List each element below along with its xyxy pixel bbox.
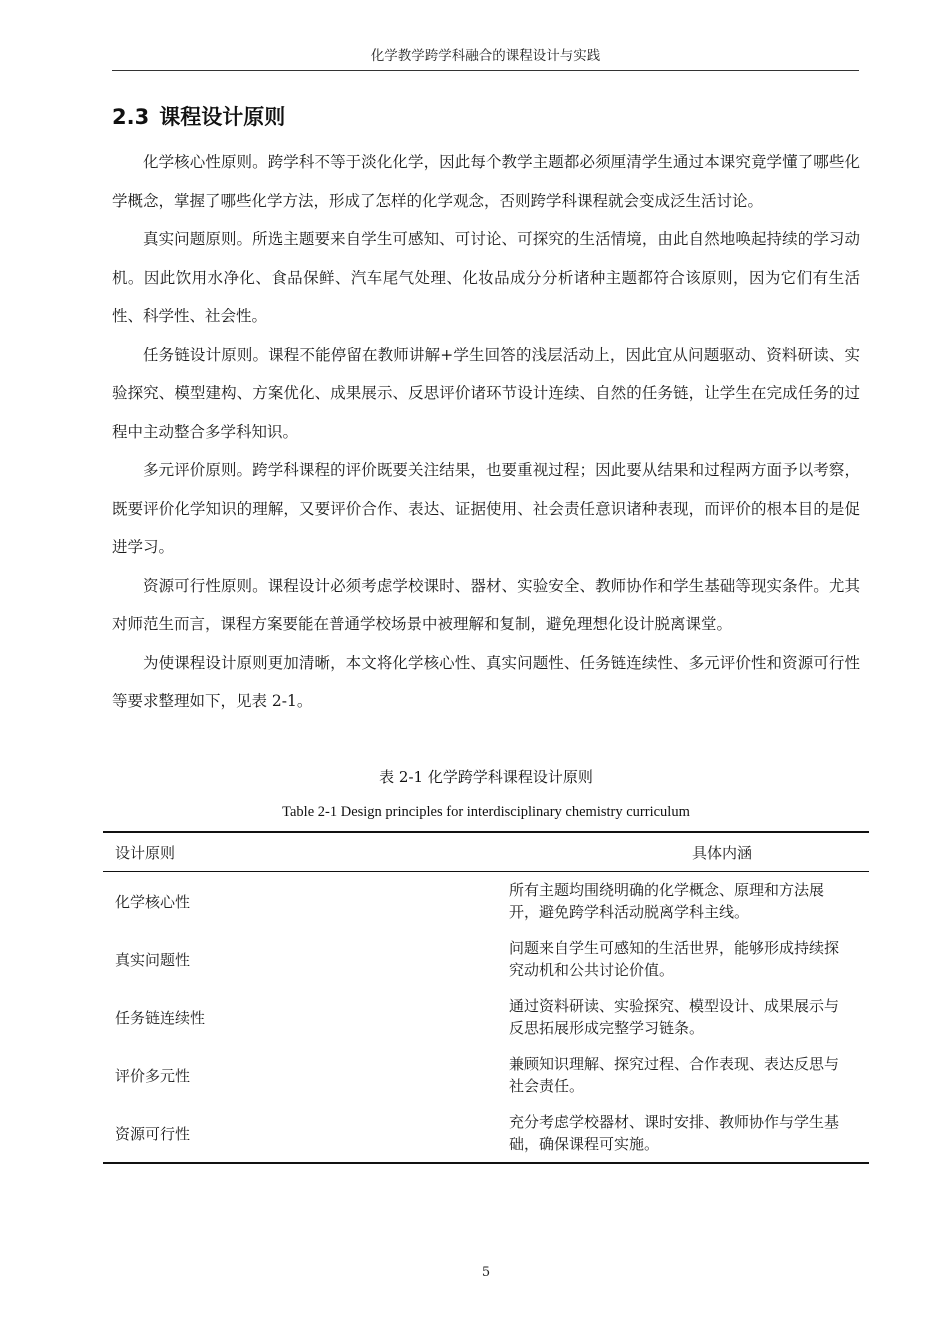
paragraph: 多元评价原则。跨学科课程的评价既要关注结果，也要重视过程；因此要从结果和过程两方面予以考察，既要评价化学知识的理解，又要评价合作、表达、证据使用、社会责任意识诸种表现，而评价的根本目的是促进学习。	[112, 461, 860, 556]
table-header-row	[103, 832, 869, 872]
paragraph: 真实问题原则。所选主题要来自学生可感知、可讨论、可探究的生活情境，由此自然地唤起持续的学习动机。因此饮用水净化、食品保鲜、汽车尾气处理、化妆品成分分析诸种主题都符合该原则，因为它们有生活性、科学性、社会性。	[112, 230, 860, 325]
meaning-cell: 问题来自学生可感知的生活世界，能够形成持续探究动机和公共讨论价值。	[509, 939, 840, 979]
column-header-meaning: 具体内涵	[691, 843, 752, 862]
principle-cell: 资源可行性	[115, 1124, 191, 1143]
paragraph: 为使课程设计原则更加清晰，本文将化学核心性、真实问题性、任务链连续性、多元评价性和资源可行性等要求整理如下，见表 2-1。	[112, 653, 860, 710]
principle-cell: 评价多元性	[115, 1066, 191, 1085]
paragraph: 任务链设计原则。课程不能停留在教师讲解+学生回答的浅层活动上，因此宜从问题驱动、资料研读、实验探究、模型建构、方案优化、成果展示、反思评价诸环节设计连续、自然的任务链，让学生在完成任务的过程中主动整合多学科知识。	[112, 345, 860, 441]
table-row	[103, 930, 869, 988]
page-number: 5	[481, 1265, 491, 1280]
meaning-cell: 充分考虑学校器材、课时安排、教师协作与学生基础，确保课程可实施。	[509, 1113, 840, 1153]
principle-cell: 真实问题性	[115, 950, 191, 969]
principles-table	[103, 831, 869, 1164]
section-title-text: 课程设计原则	[159, 105, 286, 129]
principle-cell: 任务链连续性	[115, 1008, 206, 1027]
principle-cell: 化学核心性	[115, 892, 191, 911]
paragraph: 资源可行性原则。课程设计必须考虑学校课时、器材、实验安全、教师协作和学生基础等现实条件。尤其对师范生而言，课程方案要能在普通学校场景中被理解和复制，避免理想化设计脱离课堂。	[112, 576, 860, 633]
table-caption-en: Table 2-1 Design principles for interdisciplinary chemistry curriculum	[282, 804, 690, 820]
section-heading	[112, 101, 285, 131]
table-row	[103, 1104, 869, 1163]
meaning-cell: 所有主题均围绕明确的化学概念、原理和方法展开，避免跨学科活动脱离学科主线。	[509, 881, 825, 921]
body-text	[112, 143, 860, 721]
table-row	[103, 872, 869, 931]
running-header: 化学教学跨学科融合的课程设计与实践	[112, 44, 859, 71]
meaning-cell: 通过资料研读、实验探究、模型设计、成果展示与反思拓展形成完整学习链条。	[509, 997, 840, 1037]
table-row	[103, 1046, 869, 1104]
section-number: 2.3	[112, 105, 150, 129]
table-caption-zh: 表 2-1 化学跨学科课程设计原则	[379, 768, 593, 786]
paragraph: 化学核心性原则。跨学科不等于淡化化学，因此每个教学主题都必须厘清学生通过本课究竟学懂了哪些化学概念，掌握了哪些化学方法，形成了怎样的化学观念，否则跨学科课程就会变成泛生活讨论。	[112, 153, 860, 210]
column-header-principle: 设计原则	[115, 843, 176, 862]
meaning-cell: 兼顾知识理解、探究过程、合作表现、表达反思与社会责任。	[509, 1055, 840, 1095]
table-row	[103, 988, 869, 1046]
